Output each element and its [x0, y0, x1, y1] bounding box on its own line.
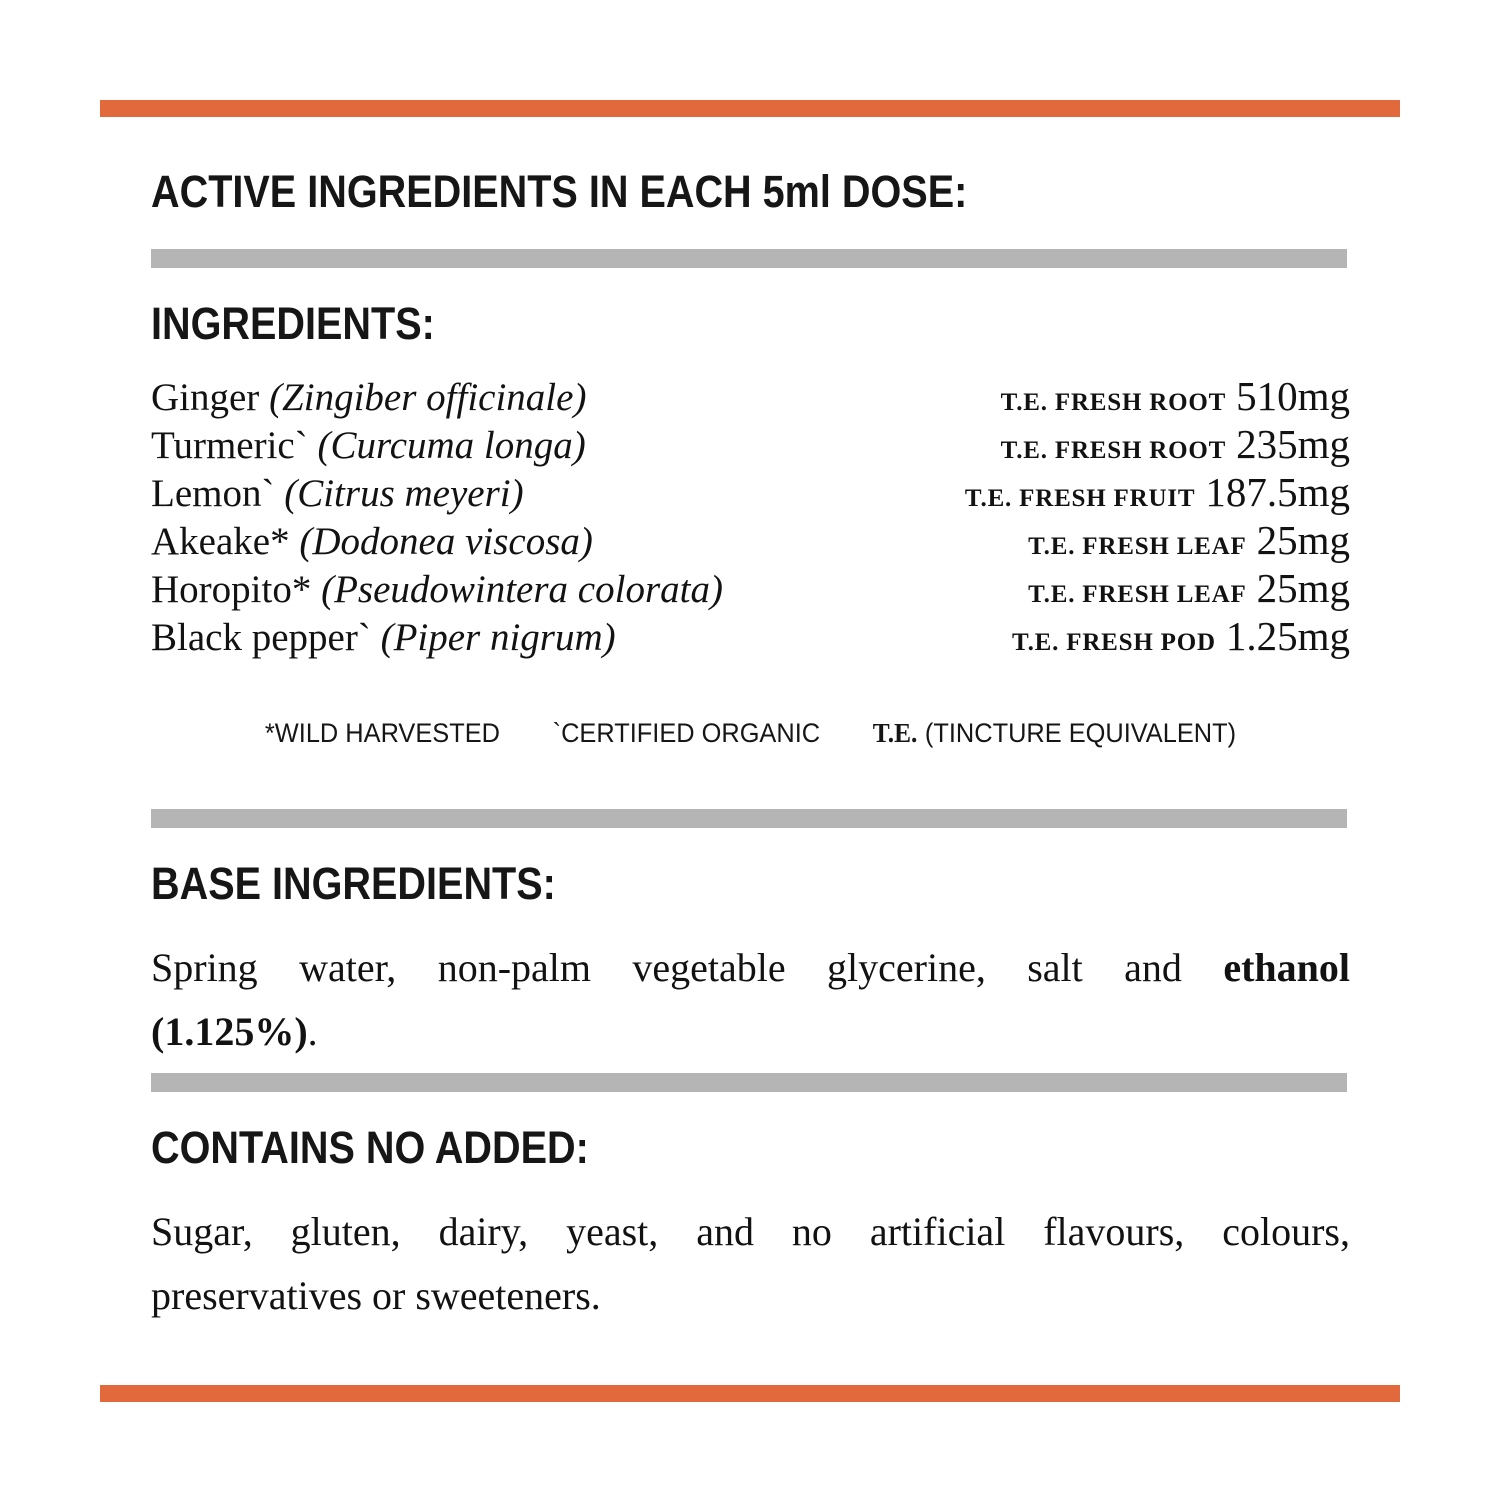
- ingredient-common-name: Lemon`: [151, 472, 275, 515]
- ingredient-name: [151, 614, 616, 662]
- base-ingredients-title: BASE INGREDIENTS:: [151, 858, 556, 909]
- amount-value: 1.25mg: [1225, 613, 1350, 659]
- te-expansion: (TINCTURE EQUIVALENT): [924, 718, 1237, 748]
- top-accent-bar: [100, 100, 1400, 117]
- certified-organic-note: `CERTIFIED ORGANIC: [552, 718, 821, 748]
- tincture-equivalent-label: T.E. FRESH ROOT: [1000, 437, 1227, 464]
- ingredient-row: [151, 468, 1350, 516]
- ingredient-name: [151, 566, 723, 614]
- amount-value: 510mg: [1236, 373, 1350, 419]
- contains-line-1: Sugar, gluten, dairy, yeast, and no artificial flavours, colours,: [151, 1209, 1350, 1254]
- ingredients-list: [151, 372, 1350, 660]
- contains-no-added-title: CONTAINS NO ADDED:: [151, 1122, 589, 1173]
- amount-value: 187.5mg: [1205, 469, 1350, 515]
- base-line1-bold: ethanol: [1223, 945, 1350, 990]
- divider: [151, 249, 1347, 268]
- ingredient-botanical-name: (Curcuma longa): [307, 424, 586, 467]
- ingredient-value: [1012, 612, 1350, 670]
- wild-harvested-note: *WILD HARVESTED: [264, 718, 500, 748]
- contains-no-added-text: [151, 1200, 1350, 1328]
- ingredient-name: [151, 422, 586, 470]
- ingredient-botanical-name: (Citrus meyeri): [274, 472, 524, 515]
- contains-line-2: preservatives or sweeteners.: [151, 1273, 601, 1318]
- ingredient-name: [151, 374, 586, 422]
- legend-footnote: [187, 716, 1314, 750]
- base-line-1: [151, 936, 1350, 1000]
- base-line2-regular: .: [307, 1009, 318, 1054]
- te-abbr: T.E.: [872, 718, 918, 748]
- ingredient-common-name: Horopito*: [151, 568, 312, 611]
- base-line1-regular: Spring water, non-palm vegetable glycerine, salt and: [151, 945, 1224, 990]
- amount-value: 235mg: [1236, 421, 1350, 467]
- ingredient-row: [151, 564, 1350, 612]
- ingredient-common-name: Ginger: [151, 376, 260, 419]
- ingredient-common-name: Black pepper`: [151, 616, 371, 659]
- tincture-equivalent-label: T.E. FRESH LEAF: [1028, 581, 1247, 608]
- ingredient-common-name: Turmeric`: [151, 424, 308, 467]
- ingredient-botanical-name: (Zingiber officinale): [259, 376, 587, 419]
- ingredients-title: INGREDIENTS:: [151, 298, 435, 349]
- base-line2-bold: (1.125%): [151, 1009, 308, 1054]
- divider: [151, 1073, 1347, 1092]
- base-line-2: [151, 1000, 1350, 1064]
- tincture-equivalent-note: [873, 716, 1236, 750]
- ingredient-row: [151, 516, 1350, 564]
- ingredient-row: [151, 420, 1350, 468]
- ingredient-row: [151, 372, 1350, 420]
- divider: [151, 809, 1347, 828]
- tincture-equivalent-label: T.E. FRESH ROOT: [1000, 389, 1227, 416]
- ingredient-botanical-name: (Pseudowintera colorata): [311, 568, 723, 611]
- ingredient-row: [151, 612, 1350, 660]
- ingredient-botanical-name: (Piper nigrum): [370, 616, 616, 659]
- ingredient-name: [151, 470, 524, 518]
- ingredient-common-name: Akeake*: [151, 520, 290, 563]
- tincture-equivalent-label: T.E. FRESH POD: [1012, 629, 1216, 656]
- bottom-accent-bar: [100, 1385, 1400, 1402]
- amount-value: 25mg: [1256, 565, 1350, 611]
- ingredient-botanical-name: (Dodonea viscosa): [289, 520, 593, 563]
- active-ingredients-title: ACTIVE INGREDIENTS IN EACH 5ml DOSE:: [151, 166, 968, 217]
- tincture-equivalent-label: T.E. FRESH LEAF: [1028, 533, 1247, 560]
- ingredient-name: [151, 518, 593, 566]
- amount-value: 25mg: [1256, 517, 1350, 563]
- tincture-equivalent-label: T.E. FRESH FRUIT: [964, 485, 1196, 512]
- base-ingredients-text: [151, 936, 1350, 1064]
